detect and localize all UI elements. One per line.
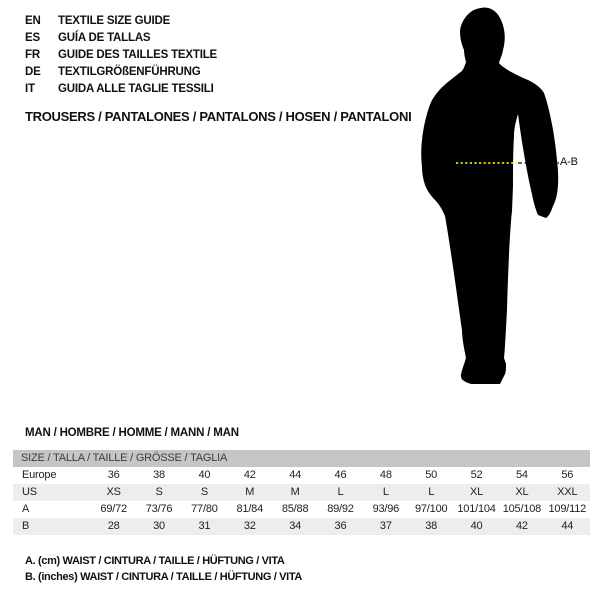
size-cell: 34 xyxy=(289,520,302,532)
silhouette-shape xyxy=(421,8,558,385)
table-row-b-inches xyxy=(13,518,590,535)
size-cell: 44 xyxy=(561,520,574,532)
size-cell: 40 xyxy=(470,520,483,532)
language-row-fr xyxy=(25,47,217,64)
language-code: DE xyxy=(25,66,41,78)
size-cell: S xyxy=(155,486,163,498)
size-cell: 56 xyxy=(561,469,574,481)
size-cell: 48 xyxy=(379,469,392,481)
size-cell: 37 xyxy=(379,520,392,532)
size-cell: XL xyxy=(515,486,529,498)
size-cell: 44 xyxy=(289,469,302,481)
size-cell: XS xyxy=(106,486,121,498)
language-label: GUIDE DES TAILLES TEXTILE xyxy=(58,49,217,61)
size-cell: 40 xyxy=(198,469,211,481)
language-row-de xyxy=(25,64,217,81)
row-label: B xyxy=(22,520,30,532)
note-a-cm: A. (cm) WAIST / CINTURA / TAILLE / HÜFTUNG / VITA xyxy=(25,555,285,567)
size-cell: L xyxy=(337,486,344,498)
size-cell: 77/80 xyxy=(191,503,218,515)
size-cell: 50 xyxy=(425,469,438,481)
size-cell: 54 xyxy=(515,469,528,481)
size-cell: 69/72 xyxy=(100,503,127,515)
language-code: FR xyxy=(25,49,40,61)
category-title: TROUSERS / PANTALONES / PANTALONS / HOSEN / PANTALONI xyxy=(25,109,412,124)
table-row-europe xyxy=(13,467,590,484)
measurement-notes xyxy=(25,554,302,585)
size-cell: L xyxy=(382,486,389,498)
language-row-en xyxy=(25,13,217,30)
size-cell: 36 xyxy=(334,520,347,532)
size-cell: 85/88 xyxy=(281,503,309,515)
size-cell: XXL xyxy=(557,486,578,498)
man-silhouette xyxy=(418,2,578,392)
size-cell: 42 xyxy=(243,469,256,481)
size-cell: 101/104 xyxy=(457,503,496,515)
language-label: GUÍA DE TALLAS xyxy=(58,32,151,44)
table-row-a-cm xyxy=(13,501,590,518)
language-code: EN xyxy=(25,15,41,27)
size-cell: 105/108 xyxy=(502,503,542,515)
size-cell: 52 xyxy=(470,469,483,481)
size-cell: 109/112 xyxy=(548,503,587,515)
row-label: US xyxy=(22,486,37,498)
size-cell: M xyxy=(245,486,255,498)
size-cell: 32 xyxy=(243,520,256,532)
measure-label-ab: A-B xyxy=(560,156,578,168)
row-label: A xyxy=(22,503,30,515)
gender-title: MAN / HOMBRE / HOMME / MANN / MAN xyxy=(25,427,239,439)
size-cell: 30 xyxy=(153,520,165,532)
size-cell: L xyxy=(428,486,435,498)
size-cell: XL xyxy=(470,486,484,498)
size-cell: M xyxy=(290,486,300,498)
language-list xyxy=(25,13,217,98)
language-label: GUIDA ALLE TAGLIE TESSILI xyxy=(58,83,214,95)
table-row-us xyxy=(13,484,590,501)
size-table xyxy=(13,450,590,535)
size-cell: 81/84 xyxy=(236,503,264,515)
language-label: TEXTILE SIZE GUIDE xyxy=(58,15,171,27)
size-cell: S xyxy=(200,486,208,498)
size-cell: 28 xyxy=(107,520,120,532)
language-row-it xyxy=(25,81,217,98)
language-code: IT xyxy=(25,83,35,95)
size-cell: 42 xyxy=(515,520,528,532)
language-label: TEXTILGRÖßENFÜHRUNG xyxy=(58,66,201,78)
size-cell: 89/92 xyxy=(327,503,354,515)
row-label: Europe xyxy=(22,469,57,481)
size-cell: 36 xyxy=(107,469,120,481)
size-cell: 46 xyxy=(334,469,347,481)
language-code: ES xyxy=(25,32,40,44)
size-cell: 73/76 xyxy=(145,503,173,515)
size-cell: 38 xyxy=(153,469,165,481)
size-cell: 93/96 xyxy=(372,503,400,515)
note-b-inches: B. (inches) WAIST / CINTURA / TAILLE / HÜFTUNG / VITA xyxy=(25,570,303,583)
size-cell: 38 xyxy=(425,520,438,532)
language-row-es xyxy=(25,30,217,47)
size-cell: 97/100 xyxy=(414,503,448,515)
size-table-header: SIZE / TALLA / TAILLE / GRÖSSE / TAGLIA xyxy=(13,450,590,467)
size-cell: 31 xyxy=(198,520,211,532)
